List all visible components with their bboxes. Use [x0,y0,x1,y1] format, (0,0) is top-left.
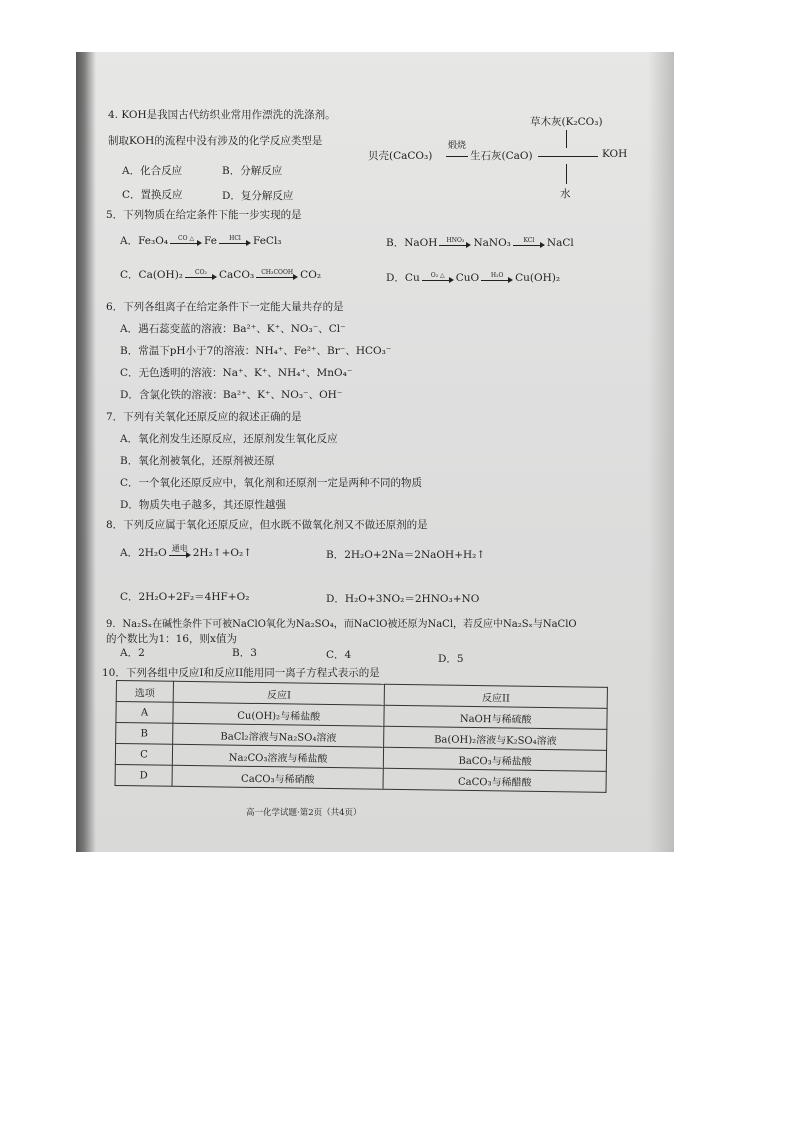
q8-stem: 8．下列反应属于氧化还原反应，但水既不做氧化剂又不做还原剂的是 [106,519,428,531]
table-cell: CaCO₃与稀硝酸 [172,765,384,789]
q6-option-b: B．常温下pH小于7的溶液：NH₄⁺、Fe²⁺、Br⁻、HCO₃⁻ [120,345,392,357]
q7-option-d: D．物质失电子越多，其还原性越强 [120,499,286,511]
table-cell: BaCO₃与稀盐酸 [384,747,607,771]
q8-option-c: C．2H₂O+2F₂＝4HF+O₂ [120,591,250,603]
q6-option-c: C．无色透明的溶液：Na⁺、K⁺、NH₄⁺、MnO₄⁻ [120,367,353,379]
flow-top-input: 草木灰(K₂CO₃) [530,116,603,128]
q5-option-d: D．Cu O₂ △ CuO H₂O Cu(OH)₂ [386,272,561,284]
q7-option-a: A．氧化剂发生还原反应，还原剂发生氧化反应 [120,433,338,445]
q5-option-b: B．NaOH HNO₃ NaNO₃ KCl NaCl [386,237,574,249]
q4-option-b: B．分解反应 [222,165,283,177]
table-header: 选项 [116,681,173,703]
reaction-arrow: 通电 [169,548,191,558]
q5-option-c: C．Ca(OH)₂ CO₂ CaCO₃ CH₃COOH CO₂ [120,269,322,281]
q7-option-c: C．一个氧化还原反应中，氧化剂和还原剂一定是两种不同的物质 [120,477,423,489]
koh-process-flow-diagram [362,108,628,208]
q8-option-b: B．2H₂O+2Na＝2NaOH+H₂↑ [326,549,486,561]
q9-option-b: B．3 [232,647,257,659]
table-cell: B [116,723,173,745]
q8-option-d: D．H₂O+3NO₂＝2HNO₃+NO [326,593,480,605]
q10-stem: 10．下列各组中反应I和反应II能用同一离子方程式表示的是 [102,667,380,679]
q5-option-a: A．Fe₃O₄ CO △ Fe HCl FeCl₃ [120,235,282,247]
reaction-arrow: CO₂ [185,270,217,280]
flow-arrow-2 [538,156,598,157]
table-cell: Na₂CO₃溶液与稀盐酸 [172,744,384,768]
table-cell: BaCl₂溶液与Na₂SO₄溶液 [173,723,385,747]
table-header: 反应II [385,684,608,708]
flow-top-connector [566,130,567,148]
flow-step-label: 煅烧 [448,141,467,151]
flow-arrow-1 [446,156,468,157]
q9-option-d: D．5 [438,653,464,665]
reaction-arrow: HNO₃ [439,238,471,248]
flow-middle: 生石灰(CaO) [470,150,533,162]
table-cell: NaOH与稀硫酸 [384,705,607,729]
table-header: 反应I [173,681,385,705]
flow-bottom-connector [566,164,567,184]
q4-option-d: D．复分解反应 [222,190,294,202]
q9-option-a: A．2 [120,647,145,659]
reaction-arrow: H₂O [481,273,513,283]
q9-option-c: C．4 [326,649,352,661]
reaction-comparison-table [115,680,608,793]
table-cell: Ba(OH)₂溶液与K₂SO₄溶液 [384,726,607,750]
q4-stem-line1: 4. KOH是我国古代纺织业常用作漂洗的洗涤剂。 [108,109,336,121]
q6-stem: 6．下列各组离子在给定条件下一定能大量共存的是 [106,301,344,313]
reaction-arrow: O₂ △ [422,273,454,283]
page-footer: 高一化学试题·第2页（共4页） [246,808,362,818]
q9-stem-line1: 9．Na₂Sₓ在碱性条件下可被NaClO氧化为Na₂SO₄，而NaClO被还原为NaCl，若反应中Na₂Sₓ与NaClO [106,619,577,630]
reaction-arrow: KCl [513,238,545,248]
flow-end: KOH [602,148,628,160]
flow-start: 贝壳(CaCO₃) [368,150,433,162]
q4-stem-line2: 制取KOH的流程中没有涉及的化学反应类型是 [108,135,323,147]
reaction-arrow: HCl [219,236,251,246]
q4-option-c: C．置换反应 [122,189,183,201]
table-cell: CaCO₃与稀醋酸 [383,768,606,792]
q9-stem-line2: 的个数比为1：16，则x值为 [106,633,237,645]
table-cell: Cu(OH)₂与稀盐酸 [173,702,385,726]
photographed-exam-page [76,52,674,852]
table-cell: A [116,702,173,724]
q5-stem: 5．下列物质在给定条件下能一步实现的是 [106,209,302,221]
table-cell: C [115,744,172,766]
q7-option-b: B．氧化剂被氧化，还原剂被还原 [120,455,275,467]
reaction-arrow: CO △ [170,236,202,246]
reaction-arrow: CH₃COOH [256,270,298,280]
flow-bottom-input: 水 [560,188,571,200]
q4-option-a: A．化合反应 [122,165,183,177]
q6-option-a: A．遇石蕊变蓝的溶液：Ba²⁺、K⁺、NO₃⁻、Cl⁻ [120,323,346,335]
q8-option-a: A．2H₂O 通电 2H₂↑+O₂↑ [120,544,253,559]
table-cell: D [115,764,172,786]
q7-stem: 7．下列有关氧化还原反应的叙述正确的是 [106,411,302,423]
q6-option-d: D．含氯化铁的溶液：Ba²⁺、K⁺、NO₃⁻、OH⁻ [120,389,343,401]
